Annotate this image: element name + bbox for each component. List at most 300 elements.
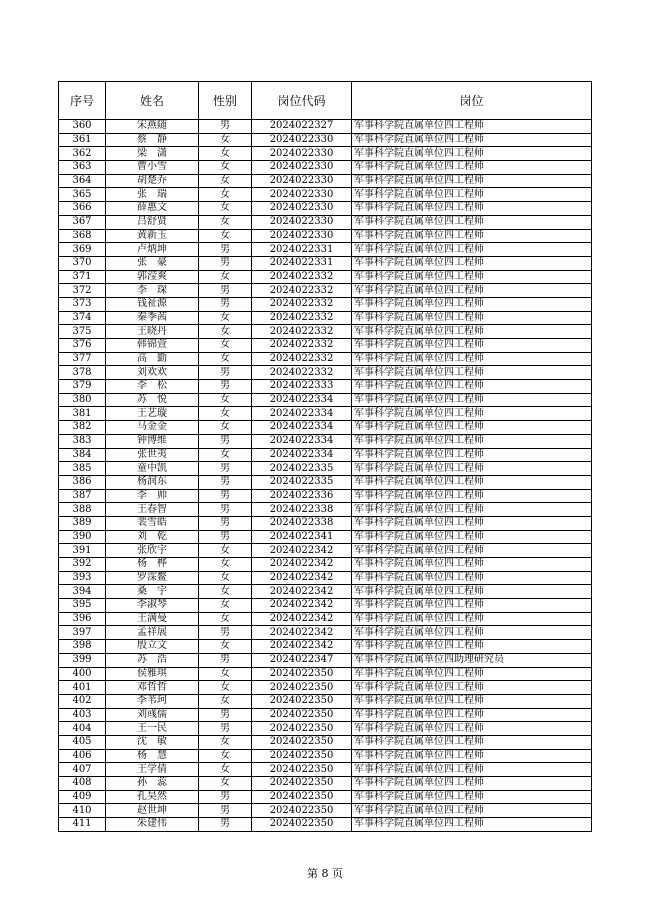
- table-row: [59, 243, 592, 257]
- cell-gender: 男: [199, 722, 252, 736]
- cell-position-code: 2024022327: [252, 120, 352, 134]
- cell-position: 军事科学院直属单位四工程师: [352, 174, 592, 188]
- cell-gender: 男: [199, 708, 252, 722]
- cell-serial-number: 368: [59, 229, 106, 243]
- table-row: [59, 735, 592, 749]
- cell-serial-number: 360: [59, 120, 106, 134]
- cell-position: 军事科学院直属单位四工程师: [352, 585, 592, 599]
- cell-position-code: 2024022342: [252, 544, 352, 558]
- table-row: [59, 202, 592, 216]
- cell-name: 杨 慧: [106, 749, 199, 763]
- cell-position: 军事科学院直属单位四工程师: [352, 475, 592, 489]
- cell-gender: 女: [199, 270, 252, 284]
- cell-gender: 女: [199, 448, 252, 462]
- cell-position-code: 2024022342: [252, 599, 352, 613]
- cell-name: 张 瑞: [106, 188, 199, 202]
- cell-gender: 女: [199, 133, 252, 147]
- cell-position-code: 2024022342: [252, 585, 352, 599]
- cell-position-code: 2024022334: [252, 434, 352, 448]
- table-row: [59, 462, 592, 476]
- table-row: [59, 133, 592, 147]
- cell-name: 高 勤: [106, 352, 199, 366]
- cell-position-code: 2024022331: [252, 256, 352, 270]
- cell-gender: 女: [199, 421, 252, 435]
- cell-name: 钟博维: [106, 434, 199, 448]
- cell-gender: 男: [199, 243, 252, 257]
- cell-name: 沈 敏: [106, 735, 199, 749]
- cell-name: 钱祉源: [106, 297, 199, 311]
- cell-position-code: 2024022332: [252, 270, 352, 284]
- cell-position: 军事科学院直属单位四工程师: [352, 448, 592, 462]
- cell-serial-number: 382: [59, 421, 106, 435]
- cell-name: 韩锦萱: [106, 339, 199, 353]
- cell-position-code: 2024022350: [252, 681, 352, 695]
- cell-serial-number: 377: [59, 352, 106, 366]
- cell-name: 张欣宇: [106, 544, 199, 558]
- cell-position: 军事科学院直属单位四工程师: [352, 188, 592, 202]
- cell-name: 李苇珂: [106, 694, 199, 708]
- cell-position-code: 2024022350: [252, 735, 352, 749]
- cell-position-code: 2024022334: [252, 393, 352, 407]
- cell-serial-number: 387: [59, 489, 106, 503]
- table-row: [59, 434, 592, 448]
- cell-serial-number: 390: [59, 530, 106, 544]
- cell-gender: 男: [199, 516, 252, 530]
- cell-name: 王春智: [106, 503, 199, 517]
- table-row: [59, 161, 592, 175]
- header-position: 岗位: [352, 82, 592, 120]
- cell-gender: 女: [199, 325, 252, 339]
- cell-position: 军事科学院直属单位四工程师: [352, 120, 592, 134]
- cell-gender: 男: [199, 653, 252, 667]
- cell-position: 军事科学院直属单位四工程师: [352, 763, 592, 777]
- cell-position-code: 2024022350: [252, 722, 352, 736]
- cell-gender: 女: [199, 229, 252, 243]
- cell-name: 李 帅: [106, 489, 199, 503]
- cell-position-code: 2024022342: [252, 571, 352, 585]
- cell-position-code: 2024022330: [252, 133, 352, 147]
- table-row: [59, 763, 592, 777]
- cell-gender: 女: [199, 599, 252, 613]
- cell-position-code: 2024022332: [252, 311, 352, 325]
- cell-name: 刘彧儒: [106, 708, 199, 722]
- cell-serial-number: 391: [59, 544, 106, 558]
- cell-position-code: 2024022347: [252, 653, 352, 667]
- cell-serial-number: 399: [59, 653, 106, 667]
- cell-gender: 女: [199, 202, 252, 216]
- cell-position: 军事科学院直属单位四工程师: [352, 339, 592, 353]
- cell-position-code: 2024022342: [252, 640, 352, 654]
- cell-gender: 女: [199, 585, 252, 599]
- table-row: [59, 681, 592, 695]
- table-row: [59, 544, 592, 558]
- table-row: [59, 297, 592, 311]
- cell-position: 军事科学院直属单位四工程师: [352, 380, 592, 394]
- cell-gender: 女: [199, 544, 252, 558]
- cell-position: 军事科学院直属单位四工程师: [352, 790, 592, 804]
- cell-serial-number: 381: [59, 407, 106, 421]
- cell-gender: 男: [199, 284, 252, 298]
- cell-gender: 男: [199, 626, 252, 640]
- cell-position-code: 2024022350: [252, 777, 352, 791]
- table-row: [59, 777, 592, 791]
- cell-serial-number: 367: [59, 215, 106, 229]
- cell-gender: 女: [199, 147, 252, 161]
- cell-position: 军事科学院直属单位四工程师: [352, 694, 592, 708]
- cell-position-code: 2024022334: [252, 407, 352, 421]
- cell-position-code: 2024022334: [252, 448, 352, 462]
- cell-serial-number: 401: [59, 681, 106, 695]
- cell-position: 军事科学院直属单位四工程师: [352, 640, 592, 654]
- table-row: [59, 804, 592, 818]
- cell-position: 军事科学院直属单位四工程师: [352, 147, 592, 161]
- cell-position-code: 2024022350: [252, 818, 352, 832]
- cell-gender: 男: [199, 818, 252, 832]
- cell-serial-number: 403: [59, 708, 106, 722]
- cell-gender: 男: [199, 462, 252, 476]
- header-gender: 性别: [199, 82, 252, 120]
- cell-gender: 女: [199, 571, 252, 585]
- cell-name: 刘欢欢: [106, 366, 199, 380]
- cell-position-code: 2024022332: [252, 339, 352, 353]
- cell-position: 军事科学院直属单位四工程师: [352, 667, 592, 681]
- cell-serial-number: 405: [59, 735, 106, 749]
- table-row: [59, 489, 592, 503]
- cell-position: 军事科学院直属单位四工程师: [352, 434, 592, 448]
- cell-position: 军事科学院直属单位四工程师: [352, 325, 592, 339]
- cell-position-code: 2024022330: [252, 202, 352, 216]
- table-row: [59, 448, 592, 462]
- cell-name: 曹小雪: [106, 161, 199, 175]
- table-row: [59, 708, 592, 722]
- cell-serial-number: 365: [59, 188, 106, 202]
- cell-position: 军事科学院直属单位四工程师: [352, 161, 592, 175]
- cell-name: 马金金: [106, 421, 199, 435]
- cell-position-code: 2024022330: [252, 147, 352, 161]
- cell-position: 军事科学院直属单位四工程师: [352, 489, 592, 503]
- cell-name: 朱建伟: [106, 818, 199, 832]
- cell-name: 苏 悦: [106, 393, 199, 407]
- cell-position-code: 2024022342: [252, 558, 352, 572]
- cell-position-code: 2024022342: [252, 612, 352, 626]
- cell-position: 军事科学院直属单位四工程师: [352, 571, 592, 585]
- cell-position: 军事科学院直属单位四工程师: [352, 366, 592, 380]
- cell-name: 蔡 静: [106, 133, 199, 147]
- cell-position-code: 2024022332: [252, 325, 352, 339]
- cell-name: 李 琛: [106, 284, 199, 298]
- cell-position-code: 2024022330: [252, 161, 352, 175]
- cell-position: 军事科学院直属单位四工程师: [352, 462, 592, 476]
- table-row: [59, 407, 592, 421]
- cell-name: 王艺璇: [106, 407, 199, 421]
- cell-serial-number: 371: [59, 270, 106, 284]
- cell-name: 李淑琴: [106, 599, 199, 613]
- table-row: [59, 311, 592, 325]
- cell-gender: 女: [199, 735, 252, 749]
- cell-position-code: 2024022330: [252, 174, 352, 188]
- cell-name: 黄新玉: [106, 229, 199, 243]
- cell-gender: 女: [199, 763, 252, 777]
- cell-gender: 女: [199, 352, 252, 366]
- cell-serial-number: 384: [59, 448, 106, 462]
- cell-position: 军事科学院直属单位四助理研究员: [352, 653, 592, 667]
- cell-serial-number: 375: [59, 325, 106, 339]
- table-row: [59, 325, 592, 339]
- cell-serial-number: 404: [59, 722, 106, 736]
- cell-gender: 女: [199, 339, 252, 353]
- cell-name: 孙 蕊: [106, 777, 199, 791]
- cell-name: 桑 宇: [106, 585, 199, 599]
- cell-gender: 女: [199, 407, 252, 421]
- cell-position: 军事科学院直属单位四工程师: [352, 352, 592, 366]
- table-row: [59, 393, 592, 407]
- cell-gender: 女: [199, 640, 252, 654]
- table-row: [59, 571, 592, 585]
- table-row: [59, 790, 592, 804]
- cell-position: 军事科学院直属单位四工程师: [352, 407, 592, 421]
- cell-name: 胡楚乔: [106, 174, 199, 188]
- cell-position: 军事科学院直属单位四工程师: [352, 818, 592, 832]
- cell-name: 杨 桦: [106, 558, 199, 572]
- cell-serial-number: 396: [59, 612, 106, 626]
- cell-position-code: 2024022331: [252, 243, 352, 257]
- cell-position: 军事科学院直属单位四工程师: [352, 243, 592, 257]
- cell-name: 张 豪: [106, 256, 199, 270]
- cell-position-code: 2024022332: [252, 352, 352, 366]
- cell-serial-number: 402: [59, 694, 106, 708]
- cell-position: 军事科学院直属单位四工程师: [352, 516, 592, 530]
- cell-name: 李 松: [106, 380, 199, 394]
- cell-position-code: 2024022332: [252, 284, 352, 298]
- cell-serial-number: 364: [59, 174, 106, 188]
- cell-position-code: 2024022333: [252, 380, 352, 394]
- cell-serial-number: 392: [59, 558, 106, 572]
- cell-position: 军事科学院直属单位四工程师: [352, 626, 592, 640]
- cell-name: 王一民: [106, 722, 199, 736]
- page-number: 第 8 页: [307, 867, 343, 880]
- cell-name: 秦季茜: [106, 311, 199, 325]
- table-row: [59, 256, 592, 270]
- cell-name: 裴雪皓: [106, 516, 199, 530]
- cell-gender: 女: [199, 215, 252, 229]
- cell-serial-number: 361: [59, 133, 106, 147]
- cell-position-code: 2024022350: [252, 749, 352, 763]
- cell-name: 苏 浩: [106, 653, 199, 667]
- cell-position: 军事科学院直属单位四工程师: [352, 777, 592, 791]
- cell-position: 军事科学院直属单位四工程师: [352, 735, 592, 749]
- cell-position: 军事科学院直属单位四工程师: [352, 215, 592, 229]
- cell-serial-number: 410: [59, 804, 106, 818]
- cell-position: 军事科学院直属单位四工程师: [352, 421, 592, 435]
- cell-position-code: 2024022336: [252, 489, 352, 503]
- cell-name: 卢炳坤: [106, 243, 199, 257]
- cell-name: 孔昊然: [106, 790, 199, 804]
- cell-position-code: 2024022338: [252, 503, 352, 517]
- cell-name: 王满曼: [106, 612, 199, 626]
- cell-position-code: 2024022350: [252, 708, 352, 722]
- header-name: 姓名: [106, 82, 199, 120]
- cell-gender: 男: [199, 297, 252, 311]
- cell-name: 杨润东: [106, 475, 199, 489]
- cell-position: 军事科学院直属单位四工程师: [352, 681, 592, 695]
- cell-gender: 女: [199, 694, 252, 708]
- cell-position-code: 2024022335: [252, 475, 352, 489]
- table-row: [59, 380, 592, 394]
- cell-position: 军事科学院直属单位四工程师: [352, 256, 592, 270]
- cell-gender: 男: [199, 489, 252, 503]
- cell-serial-number: 393: [59, 571, 106, 585]
- cell-name: 王晓丹: [106, 325, 199, 339]
- cell-position: 军事科学院直属单位四工程师: [352, 393, 592, 407]
- table-row: [59, 120, 592, 134]
- table-row: [59, 215, 592, 229]
- cell-gender: 男: [199, 434, 252, 448]
- cell-serial-number: 379: [59, 380, 106, 394]
- cell-position-code: 2024022330: [252, 188, 352, 202]
- table-row: [59, 352, 592, 366]
- cell-name: 张世夷: [106, 448, 199, 462]
- table-row: [59, 147, 592, 161]
- cell-gender: 男: [199, 790, 252, 804]
- cell-name: 吕舒贤: [106, 215, 199, 229]
- table-row: [59, 626, 592, 640]
- cell-serial-number: 406: [59, 749, 106, 763]
- table-row: [59, 558, 592, 572]
- cell-position: 军事科学院直属单位四工程师: [352, 599, 592, 613]
- cell-position: 军事科学院直属单位四工程师: [352, 202, 592, 216]
- cell-position-code: 2024022330: [252, 215, 352, 229]
- cell-name: 郭滢爽: [106, 270, 199, 284]
- table-row: [59, 503, 592, 517]
- table-row: [59, 599, 592, 613]
- cell-serial-number: 378: [59, 366, 106, 380]
- cell-serial-number: 389: [59, 516, 106, 530]
- table-row: [59, 585, 592, 599]
- table-row: [59, 818, 592, 832]
- cell-gender: 男: [199, 475, 252, 489]
- cell-serial-number: 411: [59, 818, 106, 832]
- cell-serial-number: 386: [59, 475, 106, 489]
- table-row: [59, 694, 592, 708]
- cell-position: 军事科学院直属单位四工程师: [352, 804, 592, 818]
- cell-position-code: 2024022350: [252, 763, 352, 777]
- cell-gender: 男: [199, 530, 252, 544]
- table-row: [59, 640, 592, 654]
- cell-position-code: 2024022350: [252, 667, 352, 681]
- cell-serial-number: 408: [59, 777, 106, 791]
- cell-name: 邓哲哲: [106, 681, 199, 695]
- cell-position: 军事科学院直属单位四工程师: [352, 530, 592, 544]
- cell-name: 宋燕随: [106, 120, 199, 134]
- cell-name: 殷立文: [106, 640, 199, 654]
- cell-position-code: 2024022350: [252, 804, 352, 818]
- cell-gender: 女: [199, 188, 252, 202]
- cell-position-code: 2024022334: [252, 421, 352, 435]
- cell-serial-number: 407: [59, 763, 106, 777]
- cell-gender: 女: [199, 161, 252, 175]
- cell-serial-number: 397: [59, 626, 106, 640]
- cell-serial-number: 395: [59, 599, 106, 613]
- table-row: [59, 188, 592, 202]
- cell-name: 梁 潇: [106, 147, 199, 161]
- table-row: [59, 516, 592, 530]
- table-row: [59, 174, 592, 188]
- cell-gender: 男: [199, 380, 252, 394]
- cell-serial-number: 398: [59, 640, 106, 654]
- table-row: [59, 475, 592, 489]
- cell-position: 军事科学院直属单位四工程师: [352, 297, 592, 311]
- cell-serial-number: 376: [59, 339, 106, 353]
- cell-serial-number: 373: [59, 297, 106, 311]
- cell-serial-number: 385: [59, 462, 106, 476]
- cell-serial-number: 366: [59, 202, 106, 216]
- cell-serial-number: 394: [59, 585, 106, 599]
- cell-position-code: 2024022332: [252, 366, 352, 380]
- cell-position-code: 2024022342: [252, 626, 352, 640]
- cell-name: 童中凯: [106, 462, 199, 476]
- cell-gender: 女: [199, 749, 252, 763]
- cell-name: 赵世坤: [106, 804, 199, 818]
- cell-gender: 女: [199, 777, 252, 791]
- table-row: [59, 270, 592, 284]
- table-row: [59, 530, 592, 544]
- cell-position-code: 2024022338: [252, 516, 352, 530]
- cell-serial-number: 363: [59, 161, 106, 175]
- cell-serial-number: 400: [59, 667, 106, 681]
- table-row: [59, 229, 592, 243]
- cell-position: 军事科学院直属单位四工程师: [352, 708, 592, 722]
- cell-serial-number: 374: [59, 311, 106, 325]
- table-header-row: [59, 82, 592, 120]
- cell-position-code: 2024022332: [252, 297, 352, 311]
- cell-position: 军事科学院直属单位四工程师: [352, 503, 592, 517]
- cell-name: 王学倩: [106, 763, 199, 777]
- cell-gender: 男: [199, 503, 252, 517]
- cell-gender: 男: [199, 804, 252, 818]
- cell-name: 侯雅琪: [106, 667, 199, 681]
- table-row: [59, 284, 592, 298]
- table-row: [59, 722, 592, 736]
- cell-serial-number: 388: [59, 503, 106, 517]
- cell-name: 罗霂鳌: [106, 571, 199, 585]
- table-row: [59, 339, 592, 353]
- table-row: [59, 749, 592, 763]
- table-row: [59, 421, 592, 435]
- table-row: [59, 653, 592, 667]
- cell-serial-number: 380: [59, 393, 106, 407]
- cell-position: 军事科学院直属单位四工程师: [352, 544, 592, 558]
- cell-position: 军事科学院直属单位四工程师: [352, 722, 592, 736]
- cell-serial-number: 383: [59, 434, 106, 448]
- cell-name: 刘 乾: [106, 530, 199, 544]
- cell-position: 军事科学院直属单位四工程师: [352, 749, 592, 763]
- cell-serial-number: 362: [59, 147, 106, 161]
- cell-position-code: 2024022350: [252, 790, 352, 804]
- cell-gender: 女: [199, 311, 252, 325]
- cell-gender: 女: [199, 174, 252, 188]
- table-body: [59, 120, 592, 832]
- cell-gender: 男: [199, 366, 252, 380]
- cell-serial-number: 409: [59, 790, 106, 804]
- cell-position-code: 2024022341: [252, 530, 352, 544]
- table-row: [59, 366, 592, 380]
- table-row: [59, 612, 592, 626]
- cell-serial-number: 369: [59, 243, 106, 257]
- cell-serial-number: 370: [59, 256, 106, 270]
- cell-gender: 男: [199, 120, 252, 134]
- cell-gender: 女: [199, 612, 252, 626]
- cell-position: 军事科学院直属单位四工程师: [352, 270, 592, 284]
